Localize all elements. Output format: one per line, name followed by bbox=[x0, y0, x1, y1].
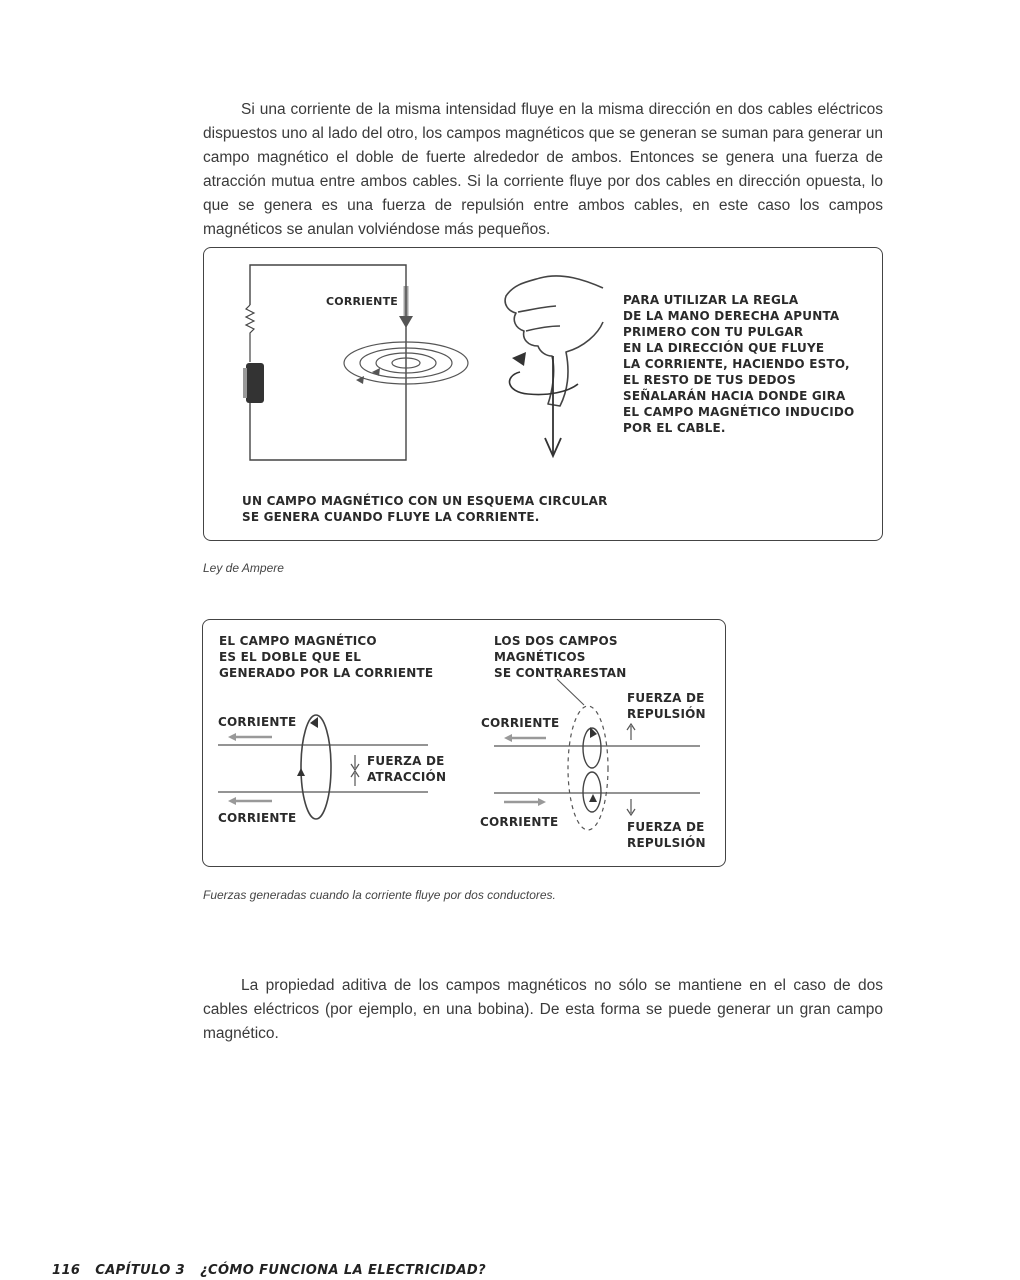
right-title bbox=[494, 633, 626, 681]
rule-line: POR EL CABLE. bbox=[623, 421, 726, 435]
current-arrow-left-icon bbox=[228, 797, 236, 805]
repulsion-line: REPULSIÓN bbox=[627, 707, 706, 721]
figure1-caption: Ley de Ampere bbox=[203, 561, 284, 575]
attraction-line: ATRACCIÓN bbox=[367, 770, 447, 784]
right-current-top-label: CORRIENTE bbox=[481, 716, 560, 730]
rule-line: EL RESTO DE TUS DEDOS bbox=[623, 373, 796, 387]
attraction-label bbox=[367, 753, 446, 785]
chapter-label: CAPÍTULO 3 bbox=[95, 1263, 186, 1278]
rule-line: SEÑALARÁN HACIA DONDE GIRA bbox=[623, 389, 846, 403]
bottom-line: SE GENERA CUANDO FLUYE LA CORRIENTE. bbox=[242, 510, 540, 524]
repulsion-line: FUERZA DE bbox=[627, 691, 705, 705]
page-footer bbox=[52, 1263, 496, 1278]
current-arrow-left-icon bbox=[228, 733, 236, 741]
rule-line: PARA UTILIZAR LA REGLA bbox=[623, 293, 799, 307]
repulsion-line: FUERZA DE bbox=[627, 820, 705, 834]
figure2-caption: Fuerzas generadas cuando la corriente fluye por dos conductores. bbox=[203, 888, 556, 902]
repulsion-line: REPULSIÓN bbox=[627, 836, 706, 850]
left-title-line: GENERADO POR LA CORRIENTE bbox=[219, 666, 434, 680]
attraction-line: FUERZA DE bbox=[367, 754, 445, 768]
rule-line: EN LA DIRECCIÓN QUE FLUYE bbox=[623, 341, 825, 355]
intro-paragraph: Si una corriente de la misma intensidad fluye en la misma dirección en dos cables eléctricos dispuestos uno al lado del otro, los campos magnéticos que se generan se suman para generar un campo magnético el doble de fuerte alrededor de ambos. Entonces se genera una fuerza de atracción mutua entre ambos cables. Si la corriente fluye por dos cables en dirección opuesta, lo que se genera es una fuerza de repulsión entre ambos cables, en este caso los campos magnéticos se anulan volviéndose más pequeños. bbox=[203, 100, 883, 238]
repulsion-top-label bbox=[627, 690, 706, 722]
rule-line: DE LA MANO DERECHA APUNTA bbox=[623, 309, 840, 323]
left-title-line: ES EL DOBLE QUE EL bbox=[219, 650, 362, 664]
right-current-bottom-label: CORRIENTE bbox=[480, 815, 559, 829]
left-current-top-label: CORRIENTE bbox=[218, 715, 297, 729]
chapter-title: ¿CÓMO FUNCIONA LA ELECTRICIDAD? bbox=[200, 1263, 487, 1278]
right-title-line: SE CONTRARESTAN bbox=[494, 666, 627, 680]
right-field-dashed-icon bbox=[568, 706, 608, 830]
rule-line: PRIMERO CON TU PULGAR bbox=[623, 325, 804, 339]
right-title-line: LOS DOS CAMPOS bbox=[494, 634, 618, 648]
rule-line: LA CORRIENTE, HACIENDO ESTO, bbox=[623, 357, 850, 371]
bottom-line: UN CAMPO MAGNÉTICO CON UN ESQUEMA CIRCULAR bbox=[242, 494, 608, 508]
repulsion-bottom-label bbox=[627, 819, 706, 851]
right-title-line: MAGNÉTICOS bbox=[494, 650, 586, 664]
current-arrow-right-icon bbox=[538, 798, 546, 806]
left-field-loop-icon bbox=[301, 715, 331, 819]
current-label: CORRIENTE bbox=[326, 295, 398, 308]
closing-paragraph: La propiedad aditiva de los campos magnéticos no sólo se mantiene en el caso de dos cables eléctricos (por ejemplo, en una bobina). De esta forma se puede generar un gran campo magnético. bbox=[203, 976, 883, 1042]
current-arrow-left-icon bbox=[504, 734, 512, 742]
left-title bbox=[219, 633, 433, 681]
left-title-line: EL CAMPO MAGNÉTICO bbox=[219, 634, 377, 648]
rule-line: EL CAMPO MAGNÉTICO INDUCIDO bbox=[623, 405, 855, 419]
left-current-bottom-label: CORRIENTE bbox=[218, 811, 297, 825]
page-number: 116 bbox=[52, 1263, 81, 1278]
